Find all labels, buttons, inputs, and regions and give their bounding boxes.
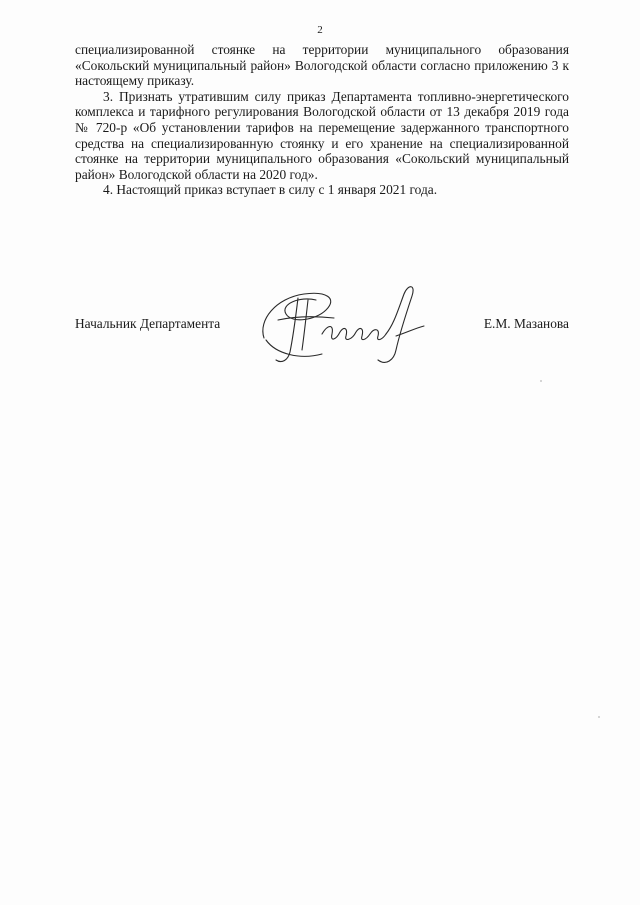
- signatory-position: Начальник Департамента: [75, 316, 221, 331]
- scan-speck: [598, 716, 600, 718]
- page-number: 2: [317, 24, 323, 36]
- paragraph-continuation: специализированной стоянке на территории муниципального образования «Сокольский муниципальный район» Вологодской области согласно приложению 3 к настоящему приказу.: [75, 42, 569, 89]
- paragraph-item-4: 4. Настоящий приказ вступает в силу с 1 января 2021 года.: [103, 182, 438, 198]
- signatory-name: Е.М. Мазанова: [483, 316, 569, 331]
- document-body: [75, 42, 569, 198]
- handwritten-signature: [256, 280, 456, 372]
- scan-speck: [540, 380, 542, 382]
- paragraph-item-3: 3. Признать утратившим силу приказ Департамента топливно-энергетического комплекса и тарифного регулирования Вологодской области от 13 декабря 2019 года № 720-р «Об установлении тарифов на перемещение задержанного транспортного средства на специализированную стоянку и его хранение на специализированной стоянке на территории муниципального образования «Сокольский муниципальный район» Вологодской области на 2020 год».: [75, 88, 569, 182]
